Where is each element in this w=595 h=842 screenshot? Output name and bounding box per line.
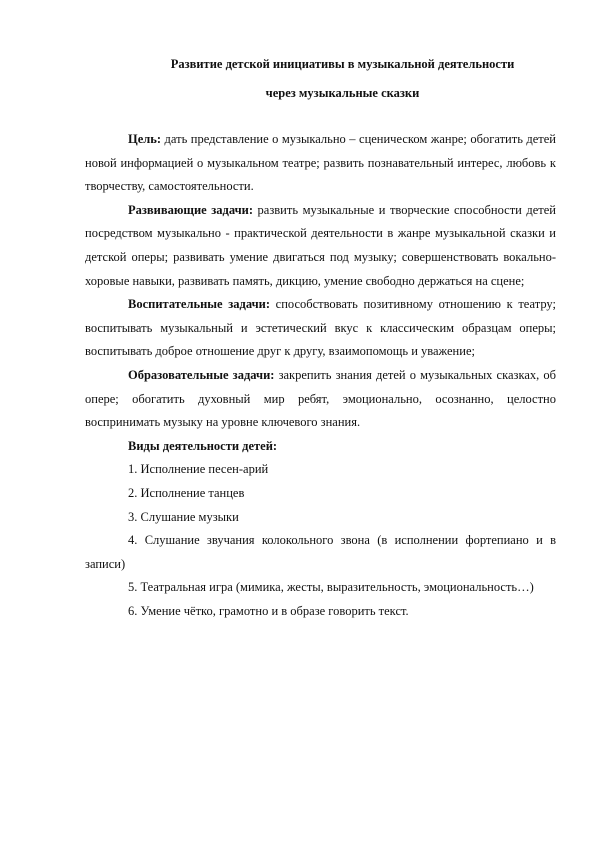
educational-tasks-text: способствовать позитивному отношению к театру; воспитывать музыкальный и эстетический вкус к классическим образцам оперы; воспитывать доброе отношение друг к другу, взаимопомощь и уважение; [85,297,556,359]
document-title-line-1: Развитие детской инициативы в музыкальной деятельности [170,57,515,71]
activity-item-2: 2. Исполнение танцев [128,485,245,500]
learning-tasks-label: Образовательные задачи: [128,367,275,382]
learning-tasks-paragraph [85,364,556,435]
educational-tasks-label: Воспитательные задачи: [128,297,270,312]
developing-tasks-label: Развивающие задачи: [128,202,254,217]
activity-item-1: 1. Исполнение песен-арий [128,462,269,477]
learning-tasks-text: закрепить знания детей о музыкальных сказках, об опере; обогатить духовный мир ребят, эмоционально, осознанно, целостно воспринимать музыку на уровне ключевого знания. [85,367,556,430]
document-body [85,128,556,623]
developing-tasks-paragraph [85,199,556,293]
activities-heading: Виды деятельности детей: [128,438,278,453]
activity-item-4: 4. Слушание звучания колокольного звона (в исполнении фортепиано и в записи) [85,533,556,571]
goal-paragraph [85,128,556,199]
activity-item-5: 5. Театральная игра (мимика, жесты, выразительность, эмоциональность…) [128,580,534,595]
activity-item-3: 3. Слушание музыки [128,509,239,524]
goal-label: Цель: [128,132,162,146]
activity-item-6: 6. Умение чётко, грамотно и в образе говорить текст. [128,603,409,618]
developing-tasks-text: развить музыкальные и творческие способности детей посредством музыкально - практической деятельности в жанре музыкальной сказки и детской оперы; развивать умение двигаться под музыку; совершенствовать вокально-хоровые навыки, развивать память, дикцию, умение свободно держаться на сцене; [85,202,556,288]
educational-tasks-paragraph [85,293,556,364]
document-title-line-2: через музыкальные сказки [265,86,420,100]
goal-text: дать представление о музыкально – сценическом жанре; обогатить детей новой информацией о музыкальном театре; развить познавательный интерес, любовь к творчеству, самостоятельности. [85,132,556,194]
